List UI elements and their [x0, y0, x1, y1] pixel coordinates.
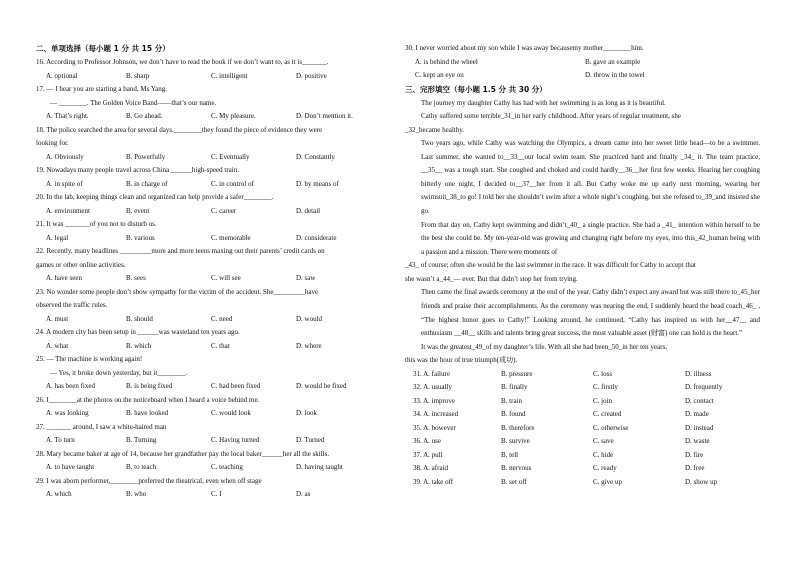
option: B. should [126, 314, 153, 323]
option: D. detail [296, 206, 321, 215]
option: D. would [296, 314, 323, 323]
option-row [36, 313, 386, 327]
right-column [405, 42, 760, 489]
passage-line: this was the hour of true triumph(成功). [405, 356, 518, 365]
question-line: 27. _______ around, I saw a white-haired man [36, 422, 167, 431]
option: A. to have taught [46, 463, 95, 471]
question-line: — ________. The Golden Voice Band——that’s our name. [50, 98, 217, 107]
cloze-passage [405, 97, 760, 368]
option: C. would look [211, 409, 251, 417]
option-row [36, 407, 386, 421]
passage-line: she wasn’t a_44_— ever. But that didn’t stop her from trying. [405, 274, 578, 283]
option: C. memorable [211, 233, 251, 242]
option: D. where [296, 341, 322, 350]
option-row [36, 272, 386, 286]
option: D. waste [685, 437, 710, 446]
option: C. My pleasure. [211, 112, 256, 120]
option: C. kept an eye on [415, 71, 464, 79]
passage-line: Then came the final awards ceremony at the end of the year. Cathy didn’t expect any award but was still there to_45_her friends and praise their accomplishments. As the ceremony was nearing the end, I suddenly heard the head coach_46_ , “The highest honor goes to Cathy!” Looking around, he continued, “Cathy has inspired us with her__47__ and enthusiasm __48__ skills and talents bring great success, the most valuable asset (财富) one can hold is the heart.” [421, 288, 760, 338]
question-line: 24. A modern city has been setup in ______was wasteland ten years ago. [36, 328, 240, 336]
option: B. who [126, 490, 147, 498]
option: A. have seen [46, 274, 82, 282]
passage-line: _32_became healthy. [405, 125, 465, 134]
option: A. was looking [46, 409, 89, 417]
cloze-option-row [405, 476, 760, 490]
cloze-option-row [405, 435, 760, 449]
question-line: 21. It was _______of you not to disturb us. [36, 220, 157, 228]
option-row [36, 151, 386, 165]
question-line: 19. Nowadays many people travel across China ______high-speed train. [36, 166, 239, 174]
option: D. fire [685, 450, 704, 459]
option: D. Don’t mention it. [296, 112, 353, 120]
left-column [36, 42, 386, 502]
question-line: — Yes, it broke down yesterday, but it________. [50, 368, 188, 377]
option: B. sharp [126, 71, 150, 80]
option: C. had been fixed [211, 382, 261, 390]
option: B. Go ahead. [126, 112, 163, 120]
option-row [36, 178, 386, 192]
question-line: observed the traffic rules. [36, 301, 108, 309]
question-line: 16. According to Professor Johnson, we don’t have to read the book if we don’t want to, as it is_______. [36, 58, 329, 66]
option: C. hide [593, 450, 614, 459]
option: C. Having turned [211, 436, 260, 444]
option: C. will see [211, 274, 241, 282]
passage-line: It was the greatest_49_of my daughter’s life. With all she had been_50_in her ten years, [421, 342, 667, 351]
option: C. Eventually [211, 152, 250, 161]
option: C. career [211, 206, 237, 215]
option-row [405, 56, 760, 70]
option: B. found [501, 410, 526, 419]
question-line: 30. I never worried about my son while I was away becausemy mother________him. [405, 44, 644, 52]
option: A. legal [46, 233, 69, 242]
cloze-option-row [405, 381, 760, 395]
question-line: 20. In the lab, keeping things clean and organized can help provide a safer________. [36, 193, 274, 201]
option: D. as [296, 490, 311, 498]
option-row [36, 434, 386, 448]
option: 37. A. pull [413, 450, 443, 459]
option-row [36, 461, 386, 475]
option: B. event [126, 206, 150, 215]
option: D. look [296, 409, 317, 417]
option: B. have looked [126, 409, 169, 417]
option: A. environment [46, 206, 90, 215]
option: C. created [593, 410, 622, 419]
question-line: 25. — The machine is working again! [36, 355, 143, 363]
option: B. pressure [501, 369, 533, 378]
section-heading: 三、完形填空（每小题 1.5 分 共 30 分） [405, 84, 547, 94]
option: C. in control of [211, 179, 254, 188]
option: B. to teach [126, 463, 157, 471]
option: 39. A. take off [413, 477, 454, 486]
option: 36. A. use [413, 437, 441, 446]
question-line: 23. No wonder some people don’t show sympathy for the victim of the accident. She_________have [36, 287, 319, 296]
option: D. free [685, 464, 705, 473]
option: B. nervous [501, 464, 532, 473]
question-line: 22. Recently, many headlines _________more and more teens maxing out their parents’ credit cards on [36, 247, 325, 255]
option: A. in spite of [46, 179, 83, 188]
question-line: games or other online activities. [36, 260, 126, 269]
option: 31. A. failure [413, 369, 450, 378]
cloze-option-row [405, 395, 760, 409]
passage-line: Two years ago, while Cathy was watching the Olympics, a dream came into her sweet little head—to be a swimmer. Last summer, she wanted to__33__our local swim team. She practiced hard and finally _34_ it. The team practice, __35__ was a tough start. She coughed and choked and could hardly__36__her first few weeks. Hearing her coughing bitterly one night, I decided to__37__her from it all. But Cathy woke me up early next morning, wearing her swimsuit_38_to go! I told her she shouldn’t swim after a whole night’s coughing, but she refused to_39_and insisted she go. [421, 139, 760, 215]
option: C. give up [593, 477, 622, 486]
option: 38. A. afraid [413, 464, 448, 473]
option: D. made [685, 410, 709, 419]
option: B. which [126, 341, 152, 350]
option: D. Turned [296, 436, 325, 444]
option: A. what [46, 341, 69, 350]
option-row [36, 205, 386, 219]
option: B. sees [126, 274, 146, 282]
option: D. by means of [296, 179, 339, 188]
option: D. considerate [296, 233, 337, 242]
option: C. intelligent [211, 71, 248, 80]
option: A. That’s right. [46, 112, 89, 120]
option: D. illness [685, 369, 712, 378]
option-row [36, 488, 386, 502]
option: A. has been fixed [46, 382, 95, 390]
option: B. therefore [501, 423, 535, 432]
option: B. set off [501, 477, 527, 486]
option: B. various [126, 233, 155, 242]
option: A. which [46, 490, 72, 498]
option: C. loss [593, 369, 613, 378]
option: D. instead [685, 423, 714, 432]
option: C. ready [593, 464, 617, 473]
option-row [36, 232, 386, 246]
question-line: 28. Mary became baker at age of 14, because her grandfather pay the local baker______her all the skills. [36, 449, 330, 458]
question-line: 18. The police searched the area for several days.________they found the piece of evidence they were [36, 125, 323, 134]
option: A. is behind the wheel [415, 57, 478, 66]
cloze-option-row [405, 449, 760, 463]
option: D. would be fixed [296, 382, 347, 390]
passage-line: Cathy suffered some terrible_31_in her early childhood. After years of regular treatment, she [421, 112, 681, 120]
option: B. Turning [126, 436, 157, 444]
option: B. is being fixed [126, 382, 173, 390]
option: C. I [211, 490, 222, 498]
cloze-option-row [405, 408, 760, 422]
option: C. save [593, 437, 614, 446]
cloze-option-row [405, 368, 760, 382]
passage-line: _43_ of course; often she would be the last swimmer in the race. It was difficult for Cathy to accept that [405, 261, 696, 270]
option: A. Obviously [46, 152, 84, 161]
option: B. in charge of [126, 179, 168, 188]
option: C. join [593, 396, 613, 405]
option: D. positive [296, 71, 327, 80]
right-top-section [405, 42, 760, 97]
option-row [36, 70, 386, 84]
cloze-option-row [405, 422, 760, 436]
option-row [405, 69, 760, 83]
option: D. show up [685, 477, 718, 486]
option: B. Powerfully [126, 152, 166, 161]
question-line: 26. I________at the photos on the noticeboard when I heard a voice behind me. [36, 395, 260, 404]
cloze-options [405, 368, 760, 490]
passage-line: From that day on, Cathy kept swimming and didn’t_40_ a single practice. She had a _41_ intention within herself to be the best she could be. My ten-year-old was growing and changing right before my eyes, into this_42_human being with a passion and a mission. There were moments of [421, 220, 760, 256]
option: A. To turn [46, 436, 75, 444]
question-line: 17. — I hear you are starting a band, Ms Yang. [36, 85, 168, 93]
option: 32. A. usually [413, 383, 452, 392]
option: D. Constantly [296, 152, 335, 161]
option: C. teaching [211, 463, 243, 471]
option: 34. A. increased [413, 410, 459, 419]
option: 33. A. improve [413, 396, 455, 405]
option-row [36, 380, 386, 394]
option: C. firstly [593, 383, 618, 392]
option: D. frequently [685, 383, 723, 392]
question-line: 29. I was aborn performer,________preferred the theatrical, even when off stage [36, 476, 262, 485]
option: D. saw [296, 274, 316, 282]
option: A. optional [46, 71, 78, 80]
option: D. contact [685, 396, 714, 405]
cloze-option-row [405, 462, 760, 476]
option: B. finally [501, 383, 528, 392]
question-line: looking for. [36, 139, 69, 147]
option: B. train [501, 396, 522, 405]
option: C. need [211, 314, 233, 323]
option: B. gave an example [585, 57, 641, 66]
option-row [36, 340, 386, 354]
passage-line: The journey my daughter Cathy has had with her swimming is as long as it is beautiful. [421, 98, 666, 107]
section-heading: 二、单项选择（每小题 1 分 共 15 分） [36, 44, 170, 53]
option: B. tell [501, 450, 519, 459]
option: C. that [211, 341, 230, 350]
option: C. otherwise [593, 423, 629, 432]
option: D. having taught [296, 463, 343, 471]
option: B. survive [501, 437, 530, 446]
option-row [36, 110, 386, 124]
option: A. must [46, 314, 69, 323]
option: D. throw in the towel [585, 71, 645, 79]
option: 35. A. however [413, 423, 456, 432]
